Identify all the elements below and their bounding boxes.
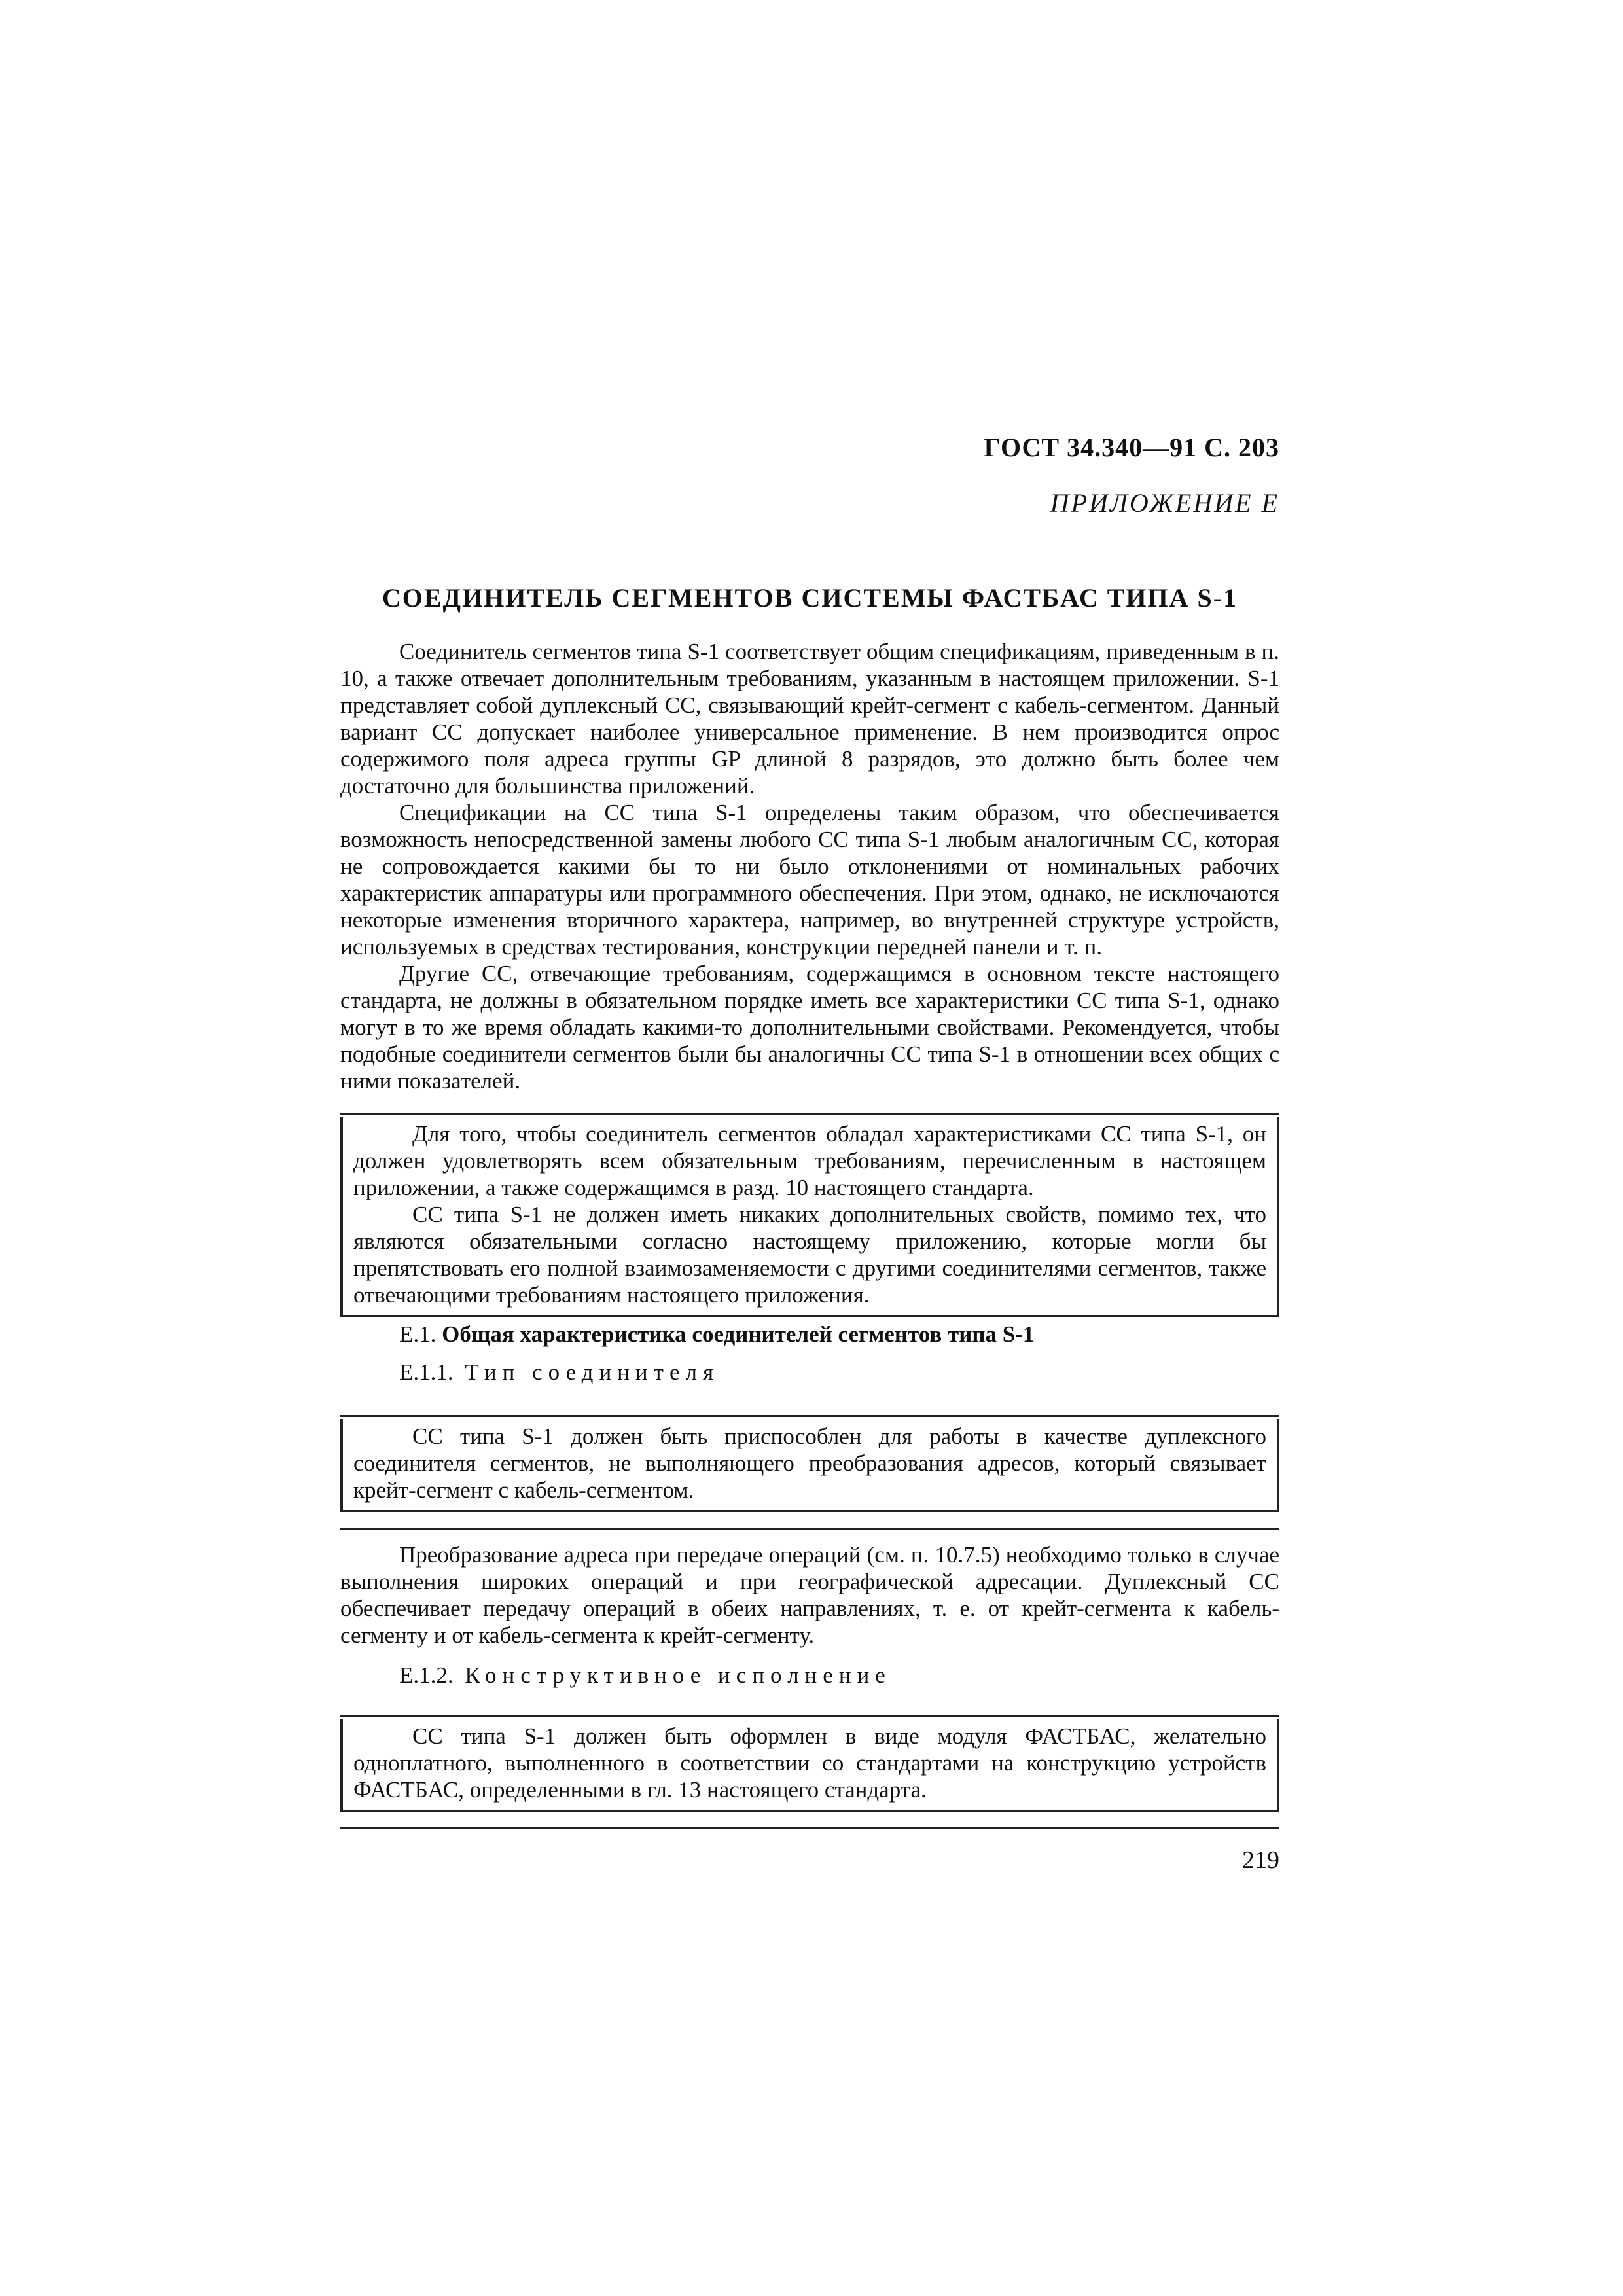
requirements-box-2 (340, 1419, 1279, 1512)
section-e1-title: Общая характеристика соединителей сегментов типа S-1 (442, 1321, 1035, 1347)
body2-paragraph-1: Преобразование адреса при передаче операций (см. п. 10.7.5) необходимо только в случае выполнения широких операций и при географической адресации. Дуплексный СС обеспечивает передачу операций в обеих направлениях, т. е. от крейт-сегмента к кабель-сегменту и от кабель-сегмента к крейт-сегменту. (340, 1542, 1279, 1648)
section-e1-number: Е.1. (399, 1321, 437, 1347)
intro-paragraph-2: Спецификации на СС типа S-1 определены таким образом, что обеспечивается возможность непосредственной замены любого СС типа S-1 любым аналогичным СС, которая не сопровождается какими бы то ни было отклонениями от номинальных рабочих характеристик аппаратуры или программного обеспечения. При этом, однако, не исключаются некоторые изменения вторичного характера, например, во внутренней структуре устройств, используемых в средствах тестирования, конструкции передней панели и т. п. (340, 800, 1279, 960)
divider-rule (340, 1415, 1279, 1417)
subsection-e11-heading (399, 1359, 1279, 1386)
subsection-e12-title: Конструктивное исполнение (465, 1662, 891, 1688)
box1-paragraph-1: Для того, чтобы соединитель сегментов обладал характеристиками СС типа S-1, он должен удовлетворять всем обязательным требованиям, перечисленным в настоящем приложении, а также содержащимся в разд. 10 настоящего стандарта. (353, 1121, 1266, 1200)
divider-rule (340, 1715, 1279, 1717)
section-e1-heading (399, 1321, 1279, 1348)
box2-paragraph-1: СС типа S-1 должен быть приспособлен для работы в качестве дуплексного соединителя сегментов, не выполняющего преобразования адресов, который связывает крейт-сегмент с кабель-сегментом. (353, 1424, 1266, 1503)
divider-rule (340, 1827, 1279, 1829)
intro-text (340, 638, 1279, 1094)
subsection-e11-title: Тип соединителя (465, 1359, 720, 1385)
divider-rule (340, 1528, 1279, 1530)
box3-paragraph-1: СС типа S-1 должен быть оформлен в виде модуля ФАСТБАС, желательно одноплатного, выполненного в соответствии со стандартами на конструкцию устройств ФАСТБАС, определенными в гл. 13 настоящего стандарта. (353, 1723, 1266, 1803)
box1-paragraph-2: СС типа S-1 не должен иметь никаких дополнительных свойств, помимо тех, что являются обязательными согласно настоящему приложению, которые могли бы препятствовать его полной взаимозаменяемости с другими соединителями сегментов, также отвечающими требованиям настоящего приложения. (353, 1202, 1266, 1308)
intro-paragraph-3: Другие СС, отвечающие требованиям, содержащимся в основном тексте настоящего стандарта, не должны в обязательном порядке иметь все характеристики СС типа S-1, однако могут в то же время обладать какими-то дополнительными свойствами. Рекомендуется, чтобы подобные соединители сегментов были бы аналогичны СС типа S-1 в отношении всех общих с ними показателей. (340, 961, 1279, 1094)
requirements-box-1 (340, 1117, 1279, 1317)
standard-reference: ГОСТ 34.340—91 С. 203 (984, 433, 1279, 462)
document-title: СОЕДИНИТЕЛЬ СЕГМЕНТОВ СИСТЕМЫ ФАСТБАС ТИПА S-1 (382, 583, 1238, 613)
intro-paragraph-1: Соединитель сегментов типа S-1 соответствует общим спецификациям, приведенным в п. 10, а также отвечает дополнительным требованиям, указанным в настоящем приложении. S-1 представляет собой дуплексный СС, связывающий крейт-сегмент с кабель-сегментом. Данный вариант СС допускает наиболее универсальное применение. В нем производится опрос содержимого поля адреса группы GP длиной 8 разрядов, это должно быть более чем достаточно для большинства приложений. (340, 639, 1279, 798)
page-number: 219 (1242, 1846, 1279, 1874)
divider-rule (340, 1113, 1279, 1115)
subsection-e12-heading (399, 1662, 1279, 1689)
requirements-box-3 (340, 1719, 1279, 1812)
appendix-label: ПРИЛОЖЕНИЕ Е (1050, 488, 1279, 518)
subsection-e12-number: Е.1.2. (399, 1662, 454, 1688)
body-text-2 (340, 1541, 1279, 1649)
subsection-e11-number: Е.1.1. (399, 1359, 454, 1385)
